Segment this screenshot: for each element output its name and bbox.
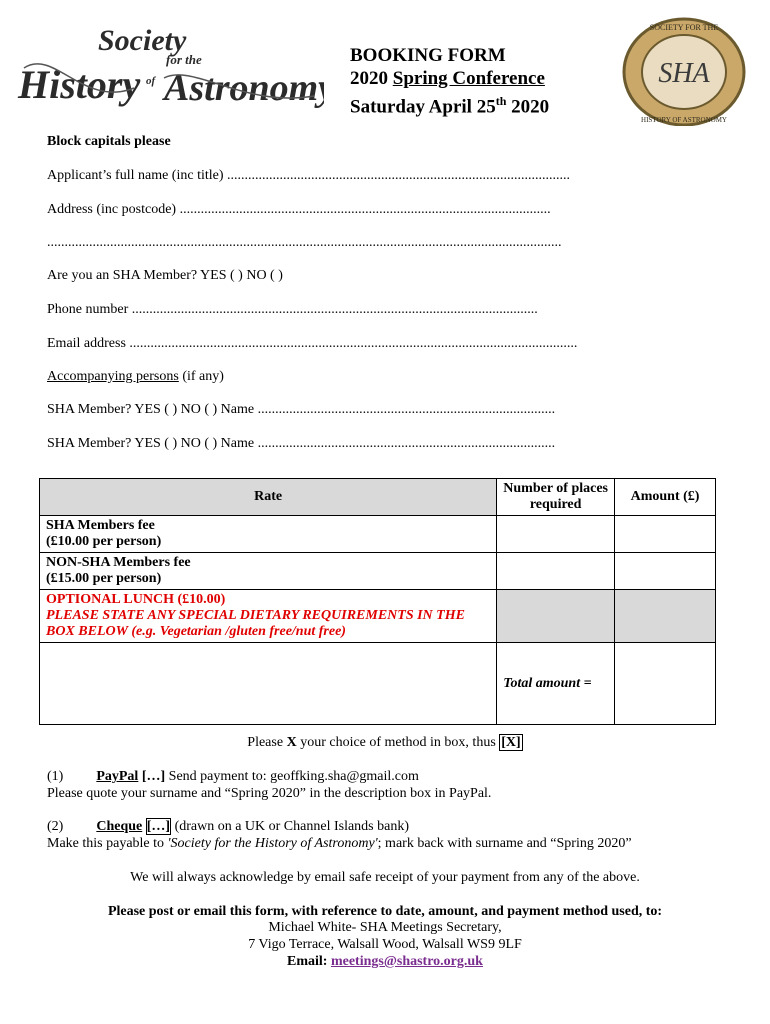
email-field[interactable]: Email address ................................................................................................................................ <box>47 336 578 351</box>
email-line: Email: meetings@shastro.org.uk <box>287 954 483 969</box>
total-amount-input[interactable] <box>615 643 716 725</box>
paypal-checkbox[interactable]: […] <box>141 769 166 784</box>
seal-monogram: SHA <box>658 58 710 89</box>
full-name-field[interactable]: Applicant’s full name (inc title) .................................................................................................. <box>47 168 571 183</box>
lunch-cell: OPTIONAL LUNCH (£10.00) PLEASE STATE ANY SPECIAL DIETARY REQUIREMENTS IN THE BOX BELOW (e.g. Vegetarian /gluten free/nut free) <box>40 590 497 643</box>
non-members-places-input[interactable] <box>497 553 615 590</box>
members-amount-input[interactable] <box>615 516 716 553</box>
logo-text-society: Society <box>98 24 187 57</box>
companion-2-field[interactable]: SHA Member? YES ( ) NO ( ) Name ..................................................................................... <box>47 436 556 451</box>
cheque-note: Make this payable to 'Society for the History of Astronomy'; mark back with surname and “Spring 2020” <box>47 836 632 851</box>
payment-instruction: Please X your choice of method in box, thus [X] <box>247 735 521 750</box>
acknowledge-note: We will always acknowledge by email safe receipt of your payment from any of the above. <box>130 870 640 885</box>
seal-text-top: SOCIETY FOR THE <box>649 23 719 32</box>
lunch-amount-input[interactable] <box>615 590 716 643</box>
non-members-fee-cell: NON-SHA Members fee (£15.00 per person) <box>40 553 497 590</box>
logo-text-history: History <box>18 62 141 107</box>
address-field[interactable]: Address (inc postcode) .......................................................................................................... <box>47 202 551 217</box>
seal-text-bottom: HISTORY OF ASTRONOMY <box>641 116 727 124</box>
block-capitals-note: Block capitals please <box>47 134 171 149</box>
lunch-places-input[interactable] <box>497 590 615 643</box>
secretary-address: 7 Vigo Terrace, Walsall Wood, Walsall WS9 9LF <box>248 937 522 952</box>
post-instruction: Please post or email this form, with reference to date, amount, and payment method used, to: <box>107 904 663 919</box>
logo-text-for-the: for the <box>166 52 202 67</box>
accompanying-heading: Accompanying persons (if any) <box>47 369 224 384</box>
title-line-3: Saturday April 25th 2020 <box>350 94 550 118</box>
table-row-lunch <box>40 590 716 643</box>
logo-text-of: of <box>146 75 156 87</box>
header-places: Number of places required <box>497 479 615 516</box>
total-label: Total amount = <box>497 643 615 725</box>
companion-1-field[interactable]: SHA Member? YES ( ) NO ( ) Name ..................................................................................... <box>47 402 556 417</box>
dietary-requirements-box[interactable] <box>40 643 497 725</box>
address-field-cont[interactable]: ................................................................................................................................................... <box>47 235 562 250</box>
table-row-dietary <box>40 643 716 725</box>
paypal-option[interactable]: (1) PayPal […] Send payment to: geoffking.sha@gmail.com <box>47 769 419 784</box>
email-link[interactable]: meetings@shastro.org.uk <box>330 954 483 969</box>
cheque-option[interactable]: (2) Cheque […] (drawn on a UK or Channel Islands bank) <box>47 819 410 834</box>
member-question[interactable]: Are you an SHA Member? YES ( ) NO ( ) <box>47 268 283 283</box>
non-members-amount-input[interactable] <box>615 553 716 590</box>
title-line-2: 2020 Spring Conference <box>350 68 545 89</box>
members-places-input[interactable] <box>497 516 615 553</box>
table-header-row <box>40 479 716 516</box>
society-logo <box>14 8 324 118</box>
header-amount: Amount (£) <box>615 479 716 516</box>
header-rate: Rate <box>40 479 497 516</box>
form-title <box>350 44 549 118</box>
table-row-non-members <box>40 553 716 590</box>
secretary-name: Michael White- SHA Meetings Secretary, <box>268 920 502 935</box>
sha-seal-logo <box>618 14 748 124</box>
cheque-checkbox[interactable]: […] <box>146 819 171 834</box>
rates-table <box>39 478 716 725</box>
title-line-1: BOOKING FORM <box>350 45 506 66</box>
phone-field[interactable]: Phone number .................................................................................................................... <box>47 302 538 317</box>
logo-text-astronomy: Astronomy <box>164 67 324 109</box>
members-fee-cell: SHA Members fee (£10.00 per person) <box>40 516 497 553</box>
table-row-members <box>40 516 716 553</box>
paypal-note: Please quote your surname and “Spring 2020” in the description box in PayPal. <box>47 786 492 801</box>
